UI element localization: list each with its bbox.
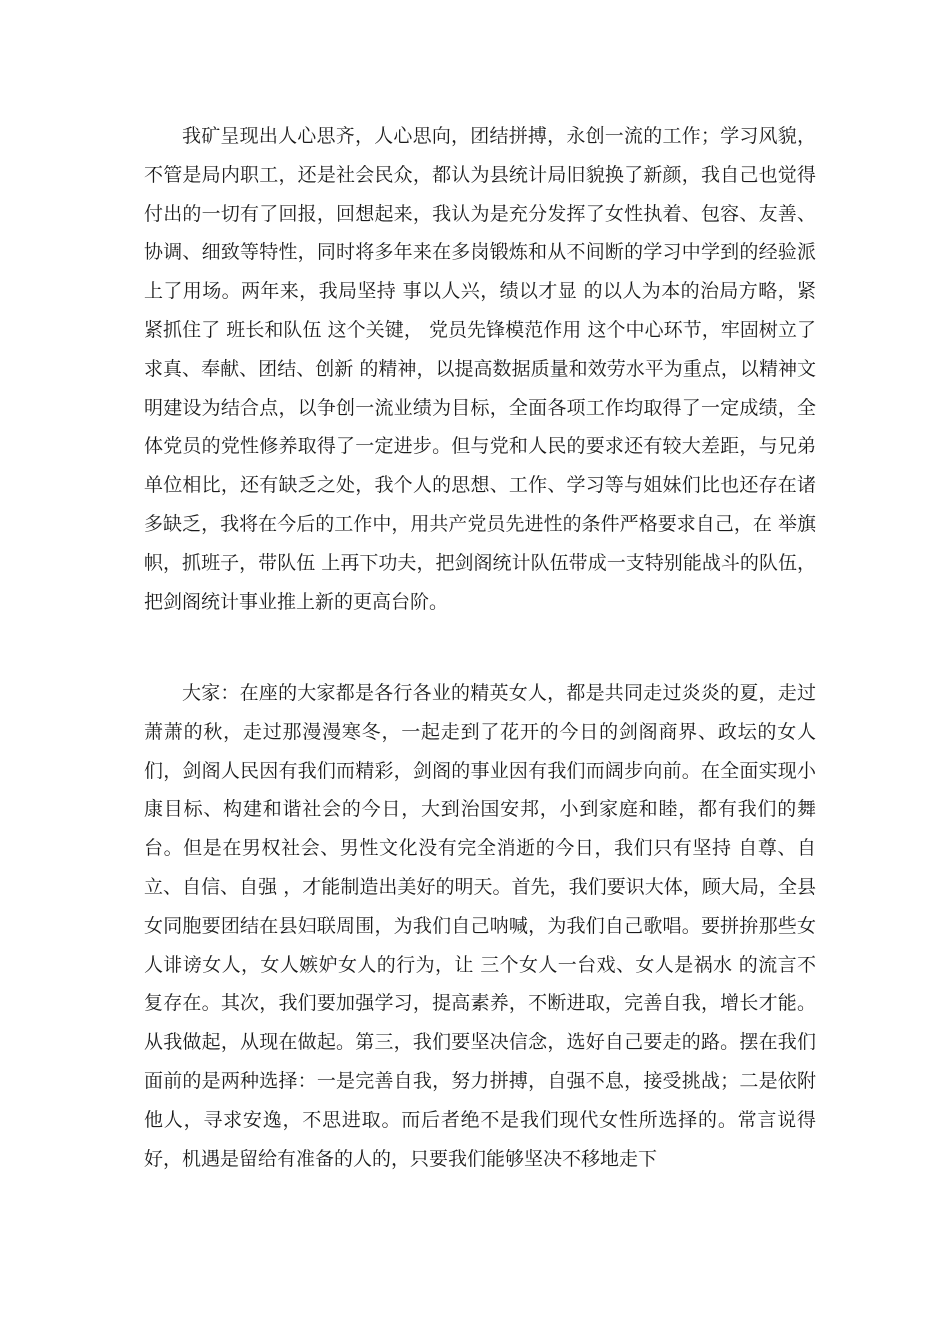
paragraph-work-summary: 我矿呈现出人心思齐，人心思向，团结拼搏，永创一流的工作；学习风貌，不管是局内职工，还是社会民众，都认为县统计局旧貌换了新颜，我自己也觉得付出的一切有了回报，回想起来，我认为是充分发挥了女性执着、包容、友善、协调、细致等特性，同时将多年来在多岗锻炼和从不间断的学习中学到的经验派上了用场。两年来，我局坚持 事以人兴，绩以才显 的以人为本的治局方略，紧紧抓住了 班长和队伍 这个关键， 党员先锋模范作用 这个中心环节，牢固树立了 求真、奉献、团结、创新 的精神，以提高数据质量和效劳水平为重点，以精神文明建设为结合点，以争创一流业绩为目标，全面各项工作均取得了一定成绩，全体党员的党性修养取得了一定进步。但与党和人民的要求还有较大差距，与兄弟单位相比，还有缺乏之处，我个人的思想、工作、学习等与姐妹们比也还存在诸多缺乏，我将在今后的工作中，用共产党员先进性的条件严格要求自己，在 举旗帜，抓班子，带队伍 上再下功夫，把剑阁统计队伍带成一支特别能战斗的队伍，把剑阁统计事业推上新的更高台阶。	[144, 125, 816, 613]
paragraph-speech: 大家：在座的大家都是各行各业的精英女人，都是共同走过炎炎的夏，走过萧萧的秋，走过那漫漫寒冬，一起走到了花开的今日的剑阁商界、政坛的女人们，剑阁人民因有我们而精彩，剑阁的事业因有我们而阔步向前。在全面实现小康目标、构建和谐社会的今日，大到治国安邦，小到家庭和睦，都有我们的舞台。但是在男权社会、男性文化没有完全消逝的今日，我们只有坚持 自尊、自立、自信、自强 ，才能制造出美好的明天。首先，我们要识大体，顾大局，全县女同胞要团结在县妇联周围，为我们自己呐喊，为我们自己歌唱。要拼拚那些女人诽谤女人，女人嫉妒女人的行为，让 三个女人一台戏、女人是祸水 的流言不复存在。其次，我们要加强学习，提高素养，不断进取，完善自我，增长才能。从我做起，从现在做起。第三，我们要坚决信念，选好自己要走的路。摆在我们面前的是两种选择：一是完善自我，努力拼搏，自强不息，接受挑战；二是依附他人，寻求安逸，不思进取。而后者绝不是我们现代女性所选择的。常言说得好，机遇是留给有准备的人的，只要我们能够坚决不移地走下	[144, 682, 816, 1170]
